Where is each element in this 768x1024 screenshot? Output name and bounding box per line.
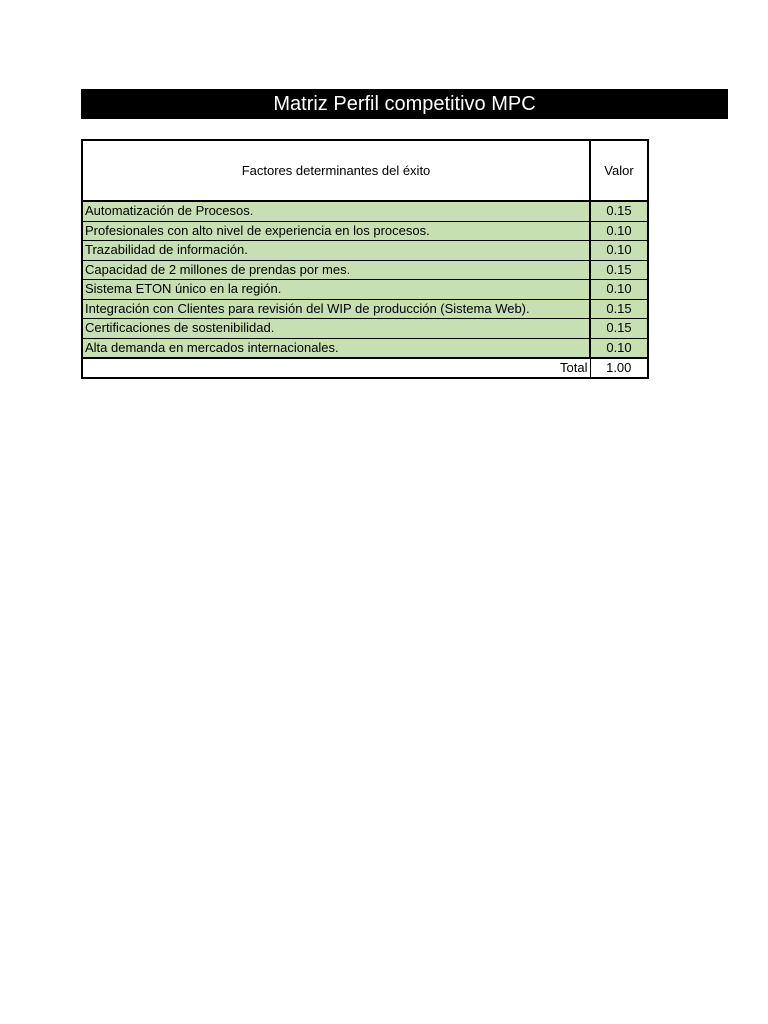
factor-column-header: Factores determinantes del éxito bbox=[82, 140, 590, 201]
value-column-header: Valor bbox=[590, 140, 648, 201]
value-cell[interactable]: 0.15 bbox=[590, 201, 648, 221]
table-row bbox=[82, 201, 648, 221]
mpc-table bbox=[81, 139, 649, 379]
value-cell[interactable]: 0.10 bbox=[590, 241, 648, 261]
factor-cell[interactable]: Automatización de Procesos. bbox=[82, 201, 590, 221]
factor-cell[interactable]: Alta demanda en mercados internacionales. bbox=[82, 338, 590, 358]
factor-cell[interactable]: Integración con Clientes para revisión del WIP de producción (Sistema Web). bbox=[82, 299, 590, 319]
total-label[interactable]: Total bbox=[82, 358, 590, 378]
table-row bbox=[82, 260, 648, 280]
table-row bbox=[82, 241, 648, 261]
value-cell[interactable]: 0.10 bbox=[590, 221, 648, 241]
table-row bbox=[82, 221, 648, 241]
factor-cell[interactable]: Trazabilidad de información. bbox=[82, 241, 590, 261]
table-row bbox=[82, 338, 648, 358]
value-cell[interactable]: 0.10 bbox=[590, 338, 648, 358]
factor-cell[interactable]: Profesionales con alto nivel de experiencia en los procesos. bbox=[82, 221, 590, 241]
total-value[interactable]: 1.00 bbox=[590, 358, 648, 378]
value-cell[interactable]: 0.15 bbox=[590, 319, 648, 339]
value-cell[interactable]: 0.10 bbox=[590, 280, 648, 300]
factor-cell[interactable]: Sistema ETON único en la región. bbox=[82, 280, 590, 300]
factor-cell[interactable]: Certificaciones de sostenibilidad. bbox=[82, 319, 590, 339]
page-title: Matriz Perfil competitivo MPC bbox=[81, 89, 728, 119]
total-row bbox=[82, 358, 648, 378]
value-cell[interactable]: 0.15 bbox=[590, 299, 648, 319]
table-row bbox=[82, 280, 648, 300]
table-row bbox=[82, 299, 648, 319]
table-row bbox=[82, 319, 648, 339]
table-header-row bbox=[82, 140, 648, 201]
value-cell[interactable]: 0.15 bbox=[590, 260, 648, 280]
factor-cell[interactable]: Capacidad de 2 millones de prendas por mes. bbox=[82, 260, 590, 280]
